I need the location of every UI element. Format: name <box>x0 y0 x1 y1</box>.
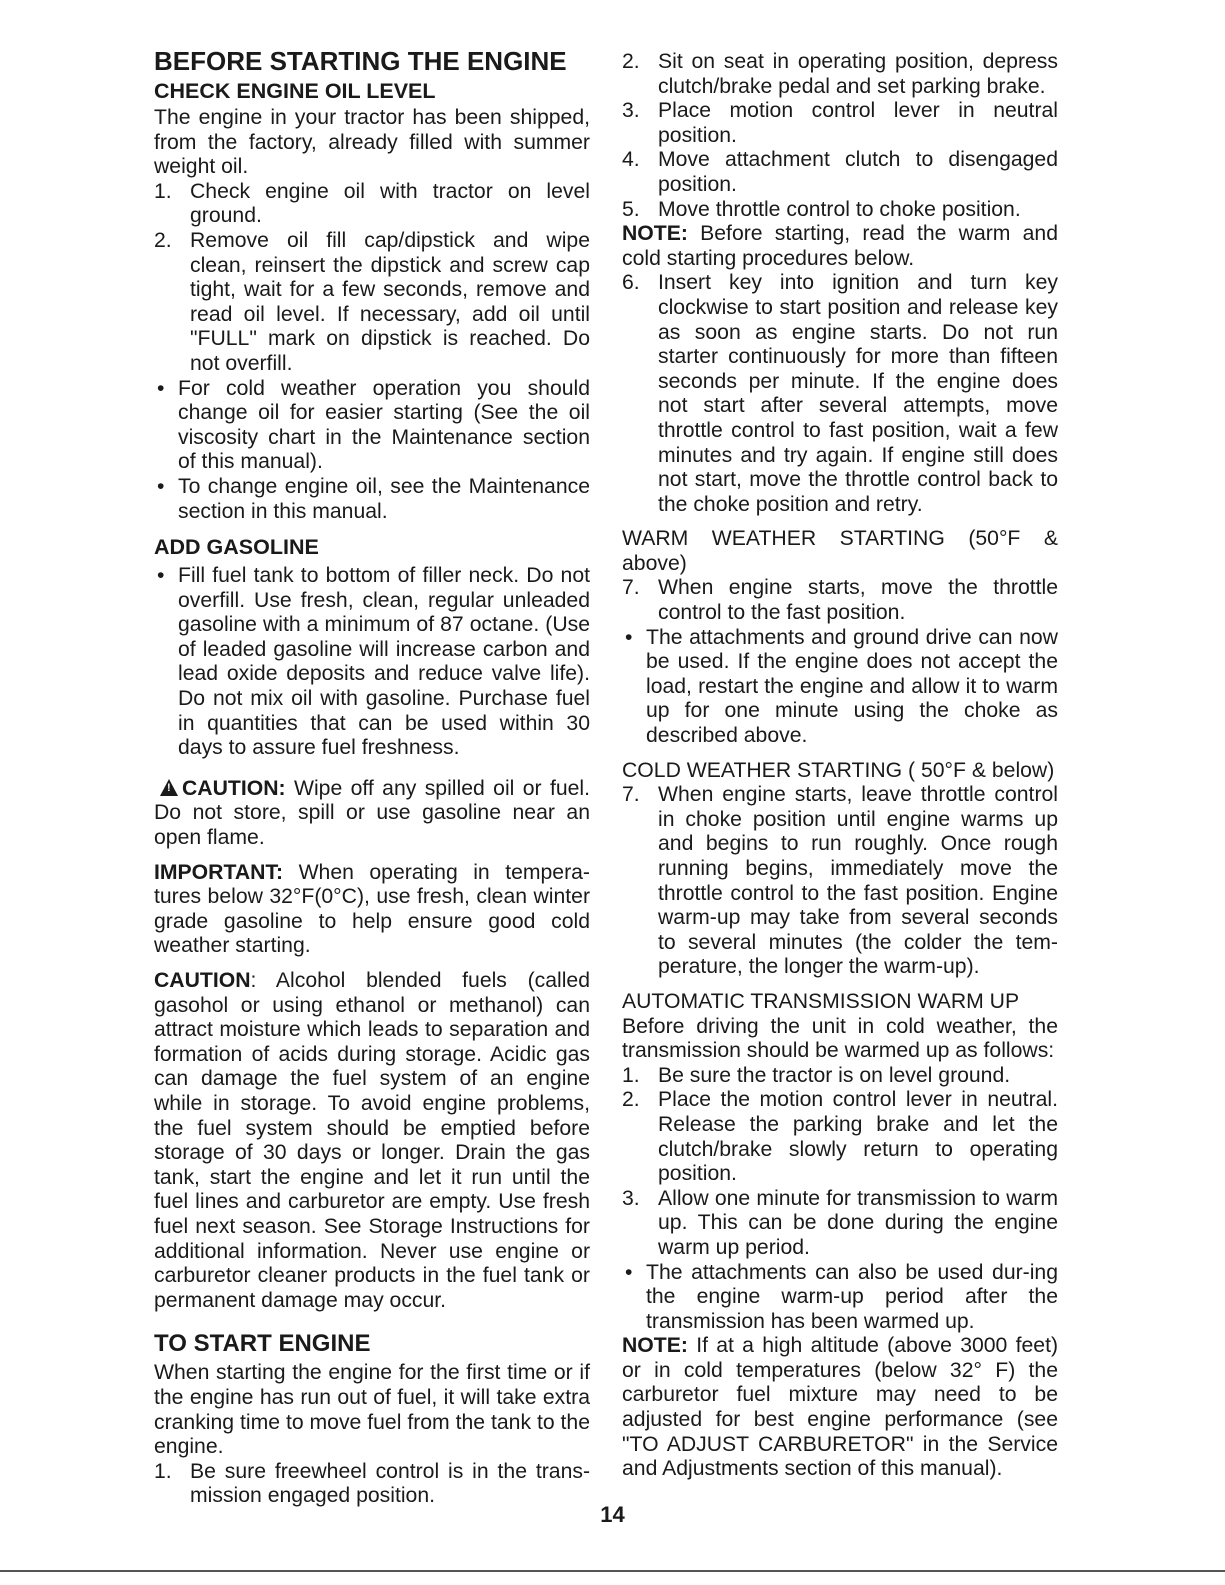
important-label: IMPORTANT: <box>154 860 284 884</box>
list-item-text: Check engine oil with tractor on level ground. <box>190 179 590 228</box>
list-item-text: Place motion control lever in neutral position. <box>658 99 1058 147</box>
list-item <box>622 783 1058 980</box>
list-item <box>622 1261 1058 1335</box>
list-item-text: Allow one minute for transmission to warm up. This can be done during the engine warm up period. <box>658 1186 1058 1259</box>
list-item <box>622 99 1058 148</box>
caution-label: CAUTION: <box>182 776 286 800</box>
heading-add-gasoline: ADD GASOLINE <box>154 535 319 560</box>
list-item-text: Be sure the tractor is on level ground. <box>658 1063 1011 1087</box>
list-item <box>622 1187 1058 1261</box>
list-item-text: Insert key into ignition and turn key clockwise to start position and release key as soon as engine starts. Do not run starter continuously for more than fifteen seconds per minute. If the engine does not start after several attempts, move throttle control to fast position, wait a few minutes and try again. If engine still does not start, move the throttle control back to the choke position and retry. <box>658 271 1058 516</box>
list-item-text: The attachments and ground drive can now be used. If the engine does not accept the load, restart the engine and allow it to warm up for one minute using the choke as described above. <box>646 625 1058 748</box>
list-marker: 1. <box>154 1459 172 1483</box>
list-item <box>622 626 1058 749</box>
caution-label: CAUTION <box>154 969 251 992</box>
note-text: If at a high altitude (above 3000 feet) or in cold temperatures (below 32° F) the carburetor fuel mixture may need to be adjusted for best engine performance (see "TO ADJUST CARBURETOR" in the Service and Adjustments section of this manual). <box>622 1334 1059 1481</box>
note-before-starting <box>622 222 1058 271</box>
start-intro: When starting the engine for the first time or if the engine has run out of fuel, it will take extra cranking time to move fuel from the tank to the engine. <box>154 1361 590 1459</box>
list-marker: 5. <box>622 197 640 221</box>
important-note <box>154 861 590 959</box>
list-marker: 7. <box>622 576 640 600</box>
note-altitude <box>622 1334 1058 1482</box>
list-item <box>622 50 1058 99</box>
heading-to-start-engine: TO START ENGINE <box>154 1330 371 1358</box>
list-marker: 1. <box>622 1063 640 1087</box>
bullet: • <box>157 376 165 400</box>
list-item <box>622 271 1058 517</box>
list-item-text: For cold weather operation you should change oil for easier starting (See the oil viscosity chart in the Maintenance section of this manual). <box>178 376 590 474</box>
list-item-text: Fill fuel tank to bottom of filler neck. Do not overfill. Use fresh, clean, regular unleaded gasoline with a minimum of 87 octane. (Use of leaded gasoline will increase carbon and lead oxide deposits and reduce valve life). Do not mix oil with gasoline. Purchase fuel in quantities that can be used within 30 days to assure fuel freshness. <box>178 564 590 760</box>
note-text: Before starting, read the warm and cold starting procedures below. <box>622 222 1058 270</box>
page-number: 14 <box>600 1502 625 1527</box>
list-item <box>622 576 1058 625</box>
heading-before-starting: BEFORE STARTING THE ENGINE <box>154 46 567 76</box>
warning-triangle-icon <box>160 779 178 796</box>
list-marker: 2. <box>622 50 640 73</box>
right-column <box>622 50 1058 1482</box>
list-item-text: Move attachment clutch to disengaged position. <box>658 148 1058 196</box>
list-item-text: Remove oil fill cap/dipstick and wipe clean, reinsert the dipstick and screw cap tight, wait for a few seconds, remove and read oil level. If necessary, add oil until "FULL" mark on dipstick is reached. Do not overfill. <box>190 228 590 375</box>
cold-weather-heading: COLD WEATHER STARTING ( 50°F & below) <box>622 758 1055 782</box>
list-item <box>622 198 1058 223</box>
bullet: • <box>157 564 165 588</box>
note-label: NOTE: <box>622 1334 688 1358</box>
list-item-text: When engine starts, leave throttle control in choke position until engine warms up and begins to run roughly. Once rough running begins, immediately move the throttle control to the fast position. Engine warm-up may take from several seconds to several minutes (the colder the tem-perature, the longer the warm-up). <box>658 783 1058 979</box>
heading-check-oil: CHECK ENGINE OIL LEVEL <box>154 79 436 103</box>
list-item <box>622 148 1058 197</box>
list-marker: 6. <box>622 271 640 295</box>
list-item-text: Sit on seat in operating position, depress clutch/brake pedal and set parking brake. <box>658 50 1058 98</box>
list-marker: 3. <box>622 1186 640 1210</box>
important-text: When operating in tempera-tures below 32°F(0°C), use fresh, clean winter grade gasoline to help ensure good cold weather starting. <box>154 860 590 958</box>
list-item-text: Place the motion control lever in neutral. Release the parking brake and let the clutch/brake slowly return to operating position. <box>658 1088 1058 1186</box>
automatic-transmission-heading: AUTOMATIC TRANSMISSION WARM UP <box>622 989 1020 1013</box>
list-marker: 4. <box>622 148 640 172</box>
list-item-text: To change engine oil, see the Maintenance section in this manual. <box>178 474 590 523</box>
list-marker: 2. <box>622 1088 640 1112</box>
bullet: • <box>157 474 165 498</box>
list-item <box>622 1064 1058 1089</box>
bullet: • <box>625 625 633 649</box>
transmission-intro: Before driving the unit in cold weather, the transmission should be warmed up as follows: <box>622 1014 1058 1063</box>
list-item-text: The attachments can also be used dur-ing the engine warm-up period after the transmission has been warmed up. <box>646 1260 1058 1333</box>
list-item <box>154 180 590 229</box>
list-item <box>622 1088 1058 1186</box>
left-column <box>154 46 590 1509</box>
list-item <box>154 229 590 377</box>
note-label: NOTE: <box>622 222 688 246</box>
warm-weather-heading: WARM WEATHER STARTING (50°F & above) <box>622 527 1058 575</box>
bullet: • <box>625 1260 633 1284</box>
caution-alcohol <box>154 969 590 1313</box>
list-marker: 7. <box>622 783 640 807</box>
list-item <box>154 564 590 761</box>
oil-intro: The engine in your tractor has been shipped, from the factory, already filled with summer weight oil. <box>154 106 590 179</box>
list-item-text: Be sure freewheel control is in the trans-mission engaged position. <box>190 1459 590 1508</box>
list-marker: 1. <box>154 179 172 203</box>
list-item-text: When engine starts, move the throttle control to the fast position. <box>658 576 1058 625</box>
list-marker: 2. <box>154 228 172 252</box>
caution-spill <box>154 777 590 851</box>
list-item-text: Move throttle control to choke position. <box>658 197 1021 221</box>
footer-rule <box>0 1570 1225 1572</box>
list-item <box>154 475 590 524</box>
caution-text: : Alcohol blended fuels (called gasohol or using ethanol or methanol) can attract moisture which leads to separation and formation of acids during storage. Acidic gas can damage the fuel system of an engine while in storage. To avoid engine problems, the fuel system should be emptied before storage of 30 days or longer. Drain the gas tank, start the engine and let it run until the fuel lines and carburetor are empty. Use fresh fuel next season. See Storage Instructions for additional information. Never use engine or carburetor cleaner products in the fuel tank or permanent damage may occur. <box>154 969 590 1312</box>
list-marker: 3. <box>622 99 640 123</box>
list-item <box>154 377 590 475</box>
caution-text: Wipe off any spilled oil or fuel. Do not store, spill or use gasoline near an open flame. <box>154 776 591 850</box>
